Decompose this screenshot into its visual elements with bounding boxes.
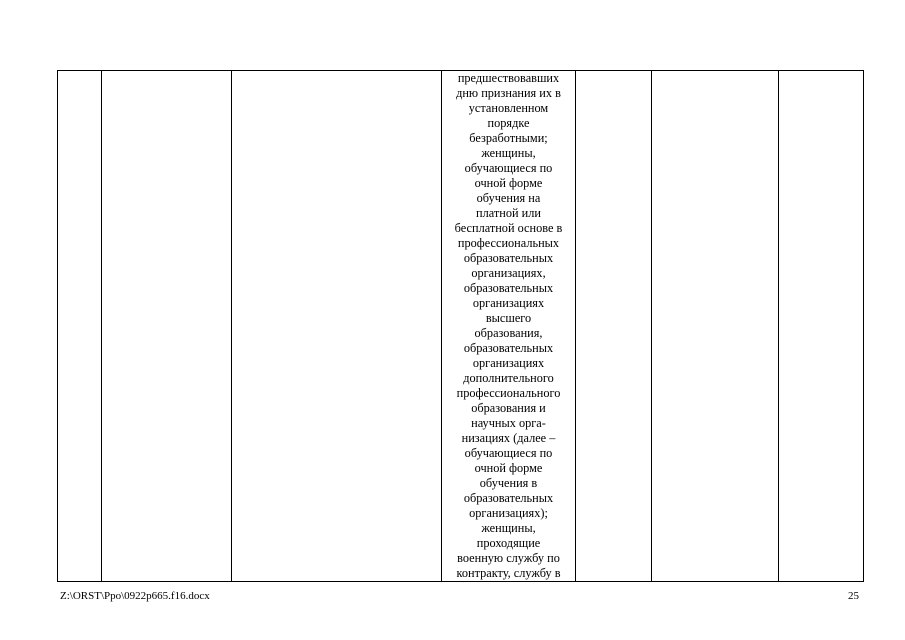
text-line: платной или [476,206,541,220]
text-line: дополнительного [463,371,554,385]
text-line: контракту, службу в [456,566,561,580]
text-line: профессиональных [457,236,560,250]
table-cell-col4 [442,71,576,582]
text-line: дню признания их в [456,86,561,100]
text-line: научных орга- [471,416,546,430]
table-cell-col7 [779,71,864,582]
text-line: высшего [485,311,532,325]
table-cell-col5 [576,71,652,582]
text-line: организациях [472,356,545,370]
text-line: военную службу по [457,551,560,565]
text-line: женщины, [481,146,536,160]
text-line: очной форме [474,176,543,190]
text-line: образовательных [463,251,554,265]
footer-file-path: Z:\ORST\Ppo\0922p665.f16.docx [60,590,210,602]
text-line: обучения в [479,476,538,490]
text-line: предшествовавших [457,71,560,85]
text-line: организациях, [471,266,546,280]
document-table [57,70,864,582]
text-line: установленном [468,101,549,115]
text-line: образовательных [463,281,554,295]
text-line: обучения на [476,191,541,205]
page-number: 25 [848,590,859,602]
text-line: очной форме [474,461,543,475]
text-line: образования, [474,326,543,340]
text-line: организациях [472,296,545,310]
text-line: профессионального [456,386,561,400]
text-line: образовательных [463,491,554,505]
text-line: проходящие [476,536,541,550]
table-cell-col3 [232,71,442,582]
table-row [58,71,864,582]
table-cell-col6 [652,71,779,582]
text-line: бесплатной основе в [454,221,563,235]
category-description-text [442,71,575,581]
text-line: обучающиеся по [464,161,553,175]
table-cell-col2 [102,71,232,582]
text-line: организациях); [469,506,548,520]
table-cell-col1 [58,71,102,582]
text-line: женщины, [481,521,536,535]
text-line: порядке [487,116,530,130]
text-line: низациях (далее – [461,431,556,445]
text-line: образования и [471,401,546,415]
text-line: обучающиеся по [464,446,553,460]
text-line: образовательных [463,341,554,355]
text-line: безработными; [469,131,548,145]
